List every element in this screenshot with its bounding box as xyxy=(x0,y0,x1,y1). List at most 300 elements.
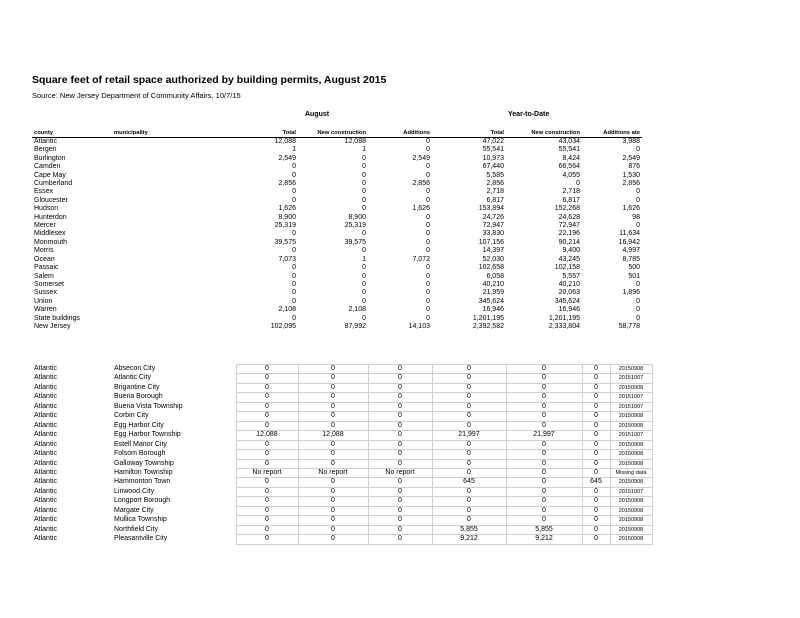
county-name: Atlantic xyxy=(34,365,57,372)
cell-aug-new: 0 xyxy=(362,264,366,272)
cell-ytd-add: 0 xyxy=(582,525,610,534)
cell-ytd-total: 14,397 xyxy=(482,247,504,255)
cell-ytd-add: 1,626 xyxy=(622,205,640,213)
cell-aug-total: 0 xyxy=(236,506,298,515)
municipality-row xyxy=(32,525,652,534)
cell-aug-add: 0 xyxy=(426,196,430,204)
cell-aug-new: 0 xyxy=(362,272,366,280)
cell-ytd-new: 102,158 xyxy=(554,264,580,272)
cell-aug-add: 0 xyxy=(368,440,432,449)
county-name: Cumberland xyxy=(34,180,73,188)
cell-aug-new: 8,900 xyxy=(348,213,366,221)
municipality-row xyxy=(32,365,652,374)
cell-ytd-add: 500 xyxy=(628,264,640,272)
cell-aug-add: 0 xyxy=(368,412,432,421)
county-row xyxy=(32,138,642,147)
municipality-name: Northfield City xyxy=(114,525,158,533)
cell-ytd-new: 0 xyxy=(506,487,582,496)
cell-ytd-new: 0 xyxy=(506,412,582,421)
cell-ytd-add: 0 xyxy=(636,297,640,305)
cell-aug-total: 2,108 xyxy=(278,306,296,314)
municipality-empty xyxy=(112,323,236,331)
cell-ytd-total: 0 xyxy=(432,450,506,459)
cell-ytd-total: 0 xyxy=(432,516,506,525)
county-name: Atlantic xyxy=(34,525,57,533)
cell-ytd-new: 16,946 xyxy=(558,306,580,314)
municipality-row xyxy=(32,440,652,449)
municipality-row xyxy=(32,402,652,411)
municipality-empty xyxy=(112,315,236,323)
county-name: Atlantic xyxy=(34,478,57,486)
cell-ytd-total: 33,830 xyxy=(482,230,504,238)
report-date: 20150908 xyxy=(610,450,652,459)
col-ytd-new: New construction xyxy=(506,129,582,138)
municipality-name: Folsom Borough xyxy=(114,450,166,458)
county-name: Atlantic xyxy=(34,497,57,505)
cell-aug-total: 0 xyxy=(292,264,296,272)
cell-aug-add: 0 xyxy=(368,402,432,411)
municipality-row xyxy=(32,383,652,392)
municipality-row xyxy=(32,431,652,440)
cell-ytd-total: 24,726 xyxy=(482,213,504,221)
municipality-empty xyxy=(112,197,236,205)
cell-ytd-total: 55,541 xyxy=(482,146,504,154)
cell-ytd-total: 0 xyxy=(432,440,506,449)
county-name: Atlantic xyxy=(34,450,57,458)
cell-ytd-total: 40,210 xyxy=(482,280,504,288)
col-ytd-additions: Additions ate xyxy=(582,129,642,138)
cell-aug-total: 0 xyxy=(236,393,298,402)
municipality-empty xyxy=(112,256,236,264)
municipality-name: Buena Vista Township xyxy=(114,402,183,410)
county-row xyxy=(32,323,642,331)
municipality-empty xyxy=(112,214,236,222)
cell-aug-new: 0 xyxy=(362,247,366,255)
cell-ytd-add: 1,530 xyxy=(622,171,640,179)
cell-ytd-add: 0 xyxy=(582,412,610,421)
cell-ytd-total: 345,624 xyxy=(478,297,504,305)
cell-aug-add: 0 xyxy=(368,525,432,534)
cell-ytd-total: 5,585 xyxy=(486,171,504,179)
cell-aug-new: 0 xyxy=(298,412,368,421)
report-date: 20150908 xyxy=(610,412,652,421)
county-name: Cape May xyxy=(34,171,66,179)
cell-aug-add: 2,549 xyxy=(412,154,430,162)
cell-ytd-total: 0 xyxy=(432,402,506,411)
cell-aug-total: 0 xyxy=(292,272,296,280)
cell-ytd-add: 8,785 xyxy=(622,255,640,263)
cell-aug-add: 0 xyxy=(426,314,430,322)
report-date: 20150908 xyxy=(610,459,652,468)
cell-aug-add: 0 xyxy=(426,230,430,238)
cell-ytd-add: 0 xyxy=(582,506,610,515)
cell-aug-add: 0 xyxy=(368,516,432,525)
cell-aug-total: 0 xyxy=(292,230,296,238)
report-date: 20150908 xyxy=(610,440,652,449)
report-date: 20150908 xyxy=(610,525,652,534)
cell-ytd-new: 9,400 xyxy=(562,247,580,255)
cell-aug-new: 0 xyxy=(298,450,368,459)
county-name: Middlesex xyxy=(34,230,66,238)
cell-ytd-new: 345,624 xyxy=(554,297,580,305)
municipality-empty xyxy=(112,298,236,306)
county-name: Atlantic xyxy=(34,516,57,524)
cell-ytd-total: 6,817 xyxy=(486,196,504,204)
county-name: Sussex xyxy=(34,289,57,297)
county-name: Ocean xyxy=(34,255,55,263)
cell-ytd-new: 0 xyxy=(506,374,582,383)
municipality-empty xyxy=(112,230,236,238)
county-row xyxy=(32,315,642,323)
cell-aug-add: 0 xyxy=(368,506,432,515)
county-name: Atlantic xyxy=(34,138,57,145)
cell-ytd-new: 72,947 xyxy=(558,222,580,230)
municipality-empty xyxy=(112,281,236,289)
cell-ytd-new: 43,034 xyxy=(558,138,580,145)
cell-aug-new: 0 xyxy=(362,196,366,204)
cell-ytd-add: 0 xyxy=(582,516,610,525)
report-date: 20150908 xyxy=(610,478,652,487)
municipality-empty xyxy=(112,146,236,154)
county-name: Essex xyxy=(34,188,54,196)
cell-aug-total: 1,626 xyxy=(278,205,296,213)
cell-aug-add: 0 xyxy=(426,247,430,255)
report-date: 20150908 xyxy=(610,365,652,374)
cell-aug-new: 0 xyxy=(362,205,366,213)
cell-aug-new: 0 xyxy=(298,393,368,402)
cell-ytd-add: 501 xyxy=(628,272,640,280)
cell-aug-new: 0 xyxy=(298,497,368,506)
cell-ytd-total: 21,959 xyxy=(482,289,504,297)
cell-ytd-total: 21,997 xyxy=(432,431,506,440)
county-name: Atlantic xyxy=(34,431,57,439)
report-date: 20151007 xyxy=(610,431,652,440)
municipality-row xyxy=(32,516,652,525)
col-municipality: municipality xyxy=(112,129,236,138)
county-name: State buildings xyxy=(34,314,80,322)
cell-ytd-total: 107,156 xyxy=(478,238,504,246)
county-name: Atlantic xyxy=(34,468,57,476)
cell-ytd-total: 0 xyxy=(432,506,506,515)
cell-aug-new: 0 xyxy=(362,289,366,297)
county-row xyxy=(32,214,642,222)
cell-aug-add: 0 xyxy=(426,289,430,297)
municipality-empty xyxy=(112,188,236,196)
municipality-empty xyxy=(112,264,236,272)
municipality-row xyxy=(32,459,652,468)
municipality-name: Pleasantville City xyxy=(114,535,168,543)
cell-aug-add: 0 xyxy=(368,365,432,374)
report-source: Source: New Jersey Department of Community Affairs, 10/7/15 xyxy=(32,91,241,100)
cell-ytd-add: 4,997 xyxy=(622,247,640,255)
cell-aug-add: 0 xyxy=(426,264,430,272)
cell-ytd-new: 43,245 xyxy=(558,255,580,263)
cell-aug-total: 0 xyxy=(292,297,296,305)
cell-ytd-new: 5,855 xyxy=(506,525,582,534)
cell-ytd-new: 2,718 xyxy=(562,188,580,196)
cell-ytd-total: 0 xyxy=(432,412,506,421)
county-summary-table xyxy=(32,129,642,331)
municipality-name: Linwood City xyxy=(114,487,155,495)
cell-aug-new: 0 xyxy=(362,163,366,171)
county-row xyxy=(32,239,642,247)
cell-aug-new: 0 xyxy=(298,365,368,374)
cell-aug-new: No report xyxy=(298,468,368,477)
county-name: Atlantic xyxy=(34,412,57,420)
cell-aug-add: No report xyxy=(368,468,432,477)
cell-aug-total: 0 xyxy=(236,383,298,392)
cell-aug-total: 0 xyxy=(236,402,298,411)
cell-ytd-add: 1,896 xyxy=(622,289,640,297)
cell-ytd-add: 0 xyxy=(636,188,640,196)
municipality-name: Galloway Township xyxy=(114,459,174,467)
cell-aug-new: 1 xyxy=(362,255,366,263)
cell-ytd-add: 0 xyxy=(636,314,640,322)
report-date: 20150908 xyxy=(610,535,652,544)
cell-aug-add: 0 xyxy=(368,421,432,430)
cell-ytd-new: 6,817 xyxy=(562,196,580,204)
cell-aug-total: 0 xyxy=(292,280,296,288)
cell-ytd-add: 0 xyxy=(582,402,610,411)
municipality-row xyxy=(32,412,652,421)
cell-aug-add: 0 xyxy=(368,535,432,544)
municipality-name: Buena Borough xyxy=(114,393,163,401)
cell-ytd-new: 0 xyxy=(506,393,582,402)
cell-aug-total: 0 xyxy=(236,525,298,534)
cell-aug-new: 0 xyxy=(362,280,366,288)
cell-aug-total: 12,088 xyxy=(274,138,296,145)
cell-ytd-total: 0 xyxy=(432,421,506,430)
county-row xyxy=(32,247,642,255)
cell-aug-add: 0 xyxy=(368,393,432,402)
municipality-empty xyxy=(112,172,236,180)
report-date: 20150908 xyxy=(610,516,652,525)
cell-aug-new: 0 xyxy=(362,154,366,162)
report-date: 20151007 xyxy=(610,374,652,383)
county-row xyxy=(32,256,642,264)
municipality-name: Atlantic City xyxy=(114,374,151,382)
cell-aug-add: 2,856 xyxy=(412,180,430,188)
cell-aug-add: 0 xyxy=(368,487,432,496)
cell-ytd-new: 8,424 xyxy=(562,154,580,162)
county-name: Gloucester xyxy=(34,196,68,204)
county-row xyxy=(32,289,642,297)
county-name: Hudson xyxy=(34,205,59,213)
municipality-name: Hammonton Town xyxy=(114,478,171,486)
cell-ytd-new: 0 xyxy=(506,468,582,477)
report-date: 20151007 xyxy=(610,402,652,411)
cell-aug-new: 0 xyxy=(298,516,368,525)
cell-ytd-total: 47,022 xyxy=(482,138,504,145)
county-name: Morris xyxy=(34,247,54,255)
cell-aug-new: 0 xyxy=(362,171,366,179)
cell-aug-add: 0 xyxy=(426,238,430,246)
cell-ytd-total: 153,894 xyxy=(478,205,504,213)
cell-aug-add: 0 xyxy=(368,383,432,392)
cell-ytd-new: 24,628 xyxy=(558,213,580,221)
cell-aug-new: 0 xyxy=(298,374,368,383)
municipality-empty xyxy=(112,273,236,281)
cell-aug-add: 7,072 xyxy=(412,255,430,263)
cell-ytd-new: 22,196 xyxy=(558,230,580,238)
cell-aug-total: 102,095 xyxy=(270,322,296,330)
county-name: Warren xyxy=(34,306,57,314)
cell-ytd-total: 102,658 xyxy=(478,264,504,272)
county-name: Monmouth xyxy=(34,238,68,246)
cell-ytd-total: 67,440 xyxy=(482,163,504,171)
cell-ytd-new: 2,333,804 xyxy=(548,322,580,330)
cell-ytd-new: 55,541 xyxy=(558,146,580,154)
cell-ytd-add: 0 xyxy=(582,535,610,544)
cell-aug-new: 0 xyxy=(298,525,368,534)
cell-ytd-total: 0 xyxy=(432,383,506,392)
cell-aug-new: 0 xyxy=(298,459,368,468)
cell-aug-total: 7,073 xyxy=(278,255,296,263)
municipality-name: Brigantine City xyxy=(114,383,160,391)
municipality-empty xyxy=(112,222,236,230)
municipality-empty xyxy=(112,155,236,163)
cell-ytd-new: 0 xyxy=(506,516,582,525)
cell-ytd-new: 0 xyxy=(506,402,582,411)
cell-ytd-add: 0 xyxy=(582,383,610,392)
cell-aug-new: 12,088 xyxy=(298,431,368,440)
cell-ytd-add: 2,856 xyxy=(622,180,640,188)
county-row xyxy=(32,172,642,180)
cell-aug-add: 0 xyxy=(426,213,430,221)
cell-aug-new: 0 xyxy=(362,188,366,196)
cell-aug-add: 1,626 xyxy=(412,205,430,213)
cell-ytd-add: 0 xyxy=(582,450,610,459)
col-aug-additions: Additions xyxy=(368,129,432,138)
cell-aug-total: 12,088 xyxy=(236,431,298,440)
county-name: Camden xyxy=(34,163,61,171)
col-county: county xyxy=(32,129,112,138)
cell-aug-total: 0 xyxy=(236,365,298,374)
municipality-row xyxy=(32,535,652,544)
county-row xyxy=(32,155,642,163)
cell-ytd-add: 0 xyxy=(636,196,640,204)
cell-aug-new: 87,992 xyxy=(344,322,366,330)
cell-aug-total: 0 xyxy=(236,374,298,383)
cell-ytd-add: 58,778 xyxy=(618,322,640,330)
municipality-name: Estell Manor City xyxy=(114,440,167,448)
cell-aug-total: 0 xyxy=(292,247,296,255)
municipality-row xyxy=(32,450,652,459)
cell-ytd-new: 21,997 xyxy=(506,431,582,440)
county-row xyxy=(32,222,642,230)
cell-aug-new: 0 xyxy=(298,487,368,496)
cell-ytd-add: 0 xyxy=(636,222,640,230)
cell-aug-new: 0 xyxy=(362,297,366,305)
cell-aug-total: 0 xyxy=(292,289,296,297)
cell-aug-new: 0 xyxy=(362,230,366,238)
cell-ytd-total: 16,946 xyxy=(482,306,504,314)
report-title: Square feet of retail space authorized by building permits, August 2015 xyxy=(32,74,387,86)
cell-aug-total: No report xyxy=(236,468,298,477)
cell-ytd-add: 0 xyxy=(582,459,610,468)
cell-ytd-new: 9,212 xyxy=(506,535,582,544)
municipality-empty xyxy=(112,138,236,147)
cell-ytd-add: 0 xyxy=(582,440,610,449)
municipality-empty xyxy=(112,289,236,297)
county-name: Burlington xyxy=(34,154,66,162)
cell-aug-new: 0 xyxy=(298,402,368,411)
cell-ytd-new: 0 xyxy=(506,421,582,430)
col-aug-new: New construction xyxy=(298,129,368,138)
cell-ytd-new: 152,268 xyxy=(554,205,580,213)
municipality-row xyxy=(32,478,652,487)
cell-ytd-total: 0 xyxy=(432,393,506,402)
cell-aug-add: 0 xyxy=(426,280,430,288)
municipality-row xyxy=(32,506,652,515)
cell-ytd-add: 0 xyxy=(636,280,640,288)
cell-aug-total: 2,856 xyxy=(278,180,296,188)
county-row xyxy=(32,188,642,196)
cell-ytd-total: 9,212 xyxy=(432,535,506,544)
cell-ytd-add: 0 xyxy=(582,393,610,402)
cell-aug-total: 0 xyxy=(236,478,298,487)
cell-aug-add: 0 xyxy=(426,297,430,305)
cell-aug-total: 0 xyxy=(236,535,298,544)
cell-ytd-new: 0 xyxy=(506,365,582,374)
cell-aug-total: 0 xyxy=(292,314,296,322)
cell-aug-total: 0 xyxy=(236,450,298,459)
cell-ytd-new: 0 xyxy=(576,180,580,188)
cell-aug-new: 0 xyxy=(298,421,368,430)
cell-aug-total: 39,575 xyxy=(274,238,296,246)
cell-aug-total: 0 xyxy=(292,196,296,204)
cell-aug-add: 0 xyxy=(426,222,430,230)
ytd-group-header: Year-to-Date xyxy=(508,111,550,118)
cell-ytd-add: 2,549 xyxy=(622,154,640,162)
cell-aug-new: 1 xyxy=(362,146,366,154)
cell-ytd-add: 0 xyxy=(582,487,610,496)
cell-ytd-total: 2,392,582 xyxy=(472,322,504,330)
cell-ytd-add: 16,942 xyxy=(618,238,640,246)
cell-ytd-new: 90,214 xyxy=(558,238,580,246)
cell-aug-total: 1 xyxy=(292,146,296,154)
report-date: 20151007 xyxy=(610,487,652,496)
municipality-row xyxy=(32,374,652,383)
cell-ytd-new: 40,210 xyxy=(558,280,580,288)
county-name: Atlantic xyxy=(34,421,57,429)
municipality-empty xyxy=(112,163,236,171)
cell-ytd-total: 2,718 xyxy=(486,188,504,196)
county-name: Somerset xyxy=(34,280,64,288)
cell-aug-add: 0 xyxy=(368,497,432,506)
cell-aug-new: 0 xyxy=(298,535,368,544)
cell-aug-add: 0 xyxy=(426,272,430,280)
municipality-empty xyxy=(112,247,236,255)
cell-aug-add: 0 xyxy=(426,146,430,154)
municipality-name: Absecon City xyxy=(114,365,156,372)
cell-ytd-new: 1,201,195 xyxy=(548,314,580,322)
county-row xyxy=(32,306,642,314)
cell-aug-add: 0 xyxy=(426,188,430,196)
cell-ytd-new: 66,564 xyxy=(558,163,580,171)
cell-ytd-add: 645 xyxy=(582,478,610,487)
cell-ytd-add: 0 xyxy=(582,374,610,383)
cell-aug-new: 25,319 xyxy=(344,222,366,230)
county-row xyxy=(32,230,642,238)
cell-aug-new: 0 xyxy=(298,383,368,392)
cell-aug-total: 0 xyxy=(236,497,298,506)
county-name: Mercer xyxy=(34,222,56,230)
municipality-empty xyxy=(112,239,236,247)
county-name: Atlantic xyxy=(34,459,57,467)
cell-aug-total: 8,900 xyxy=(278,213,296,221)
cell-ytd-new: 0 xyxy=(506,459,582,468)
